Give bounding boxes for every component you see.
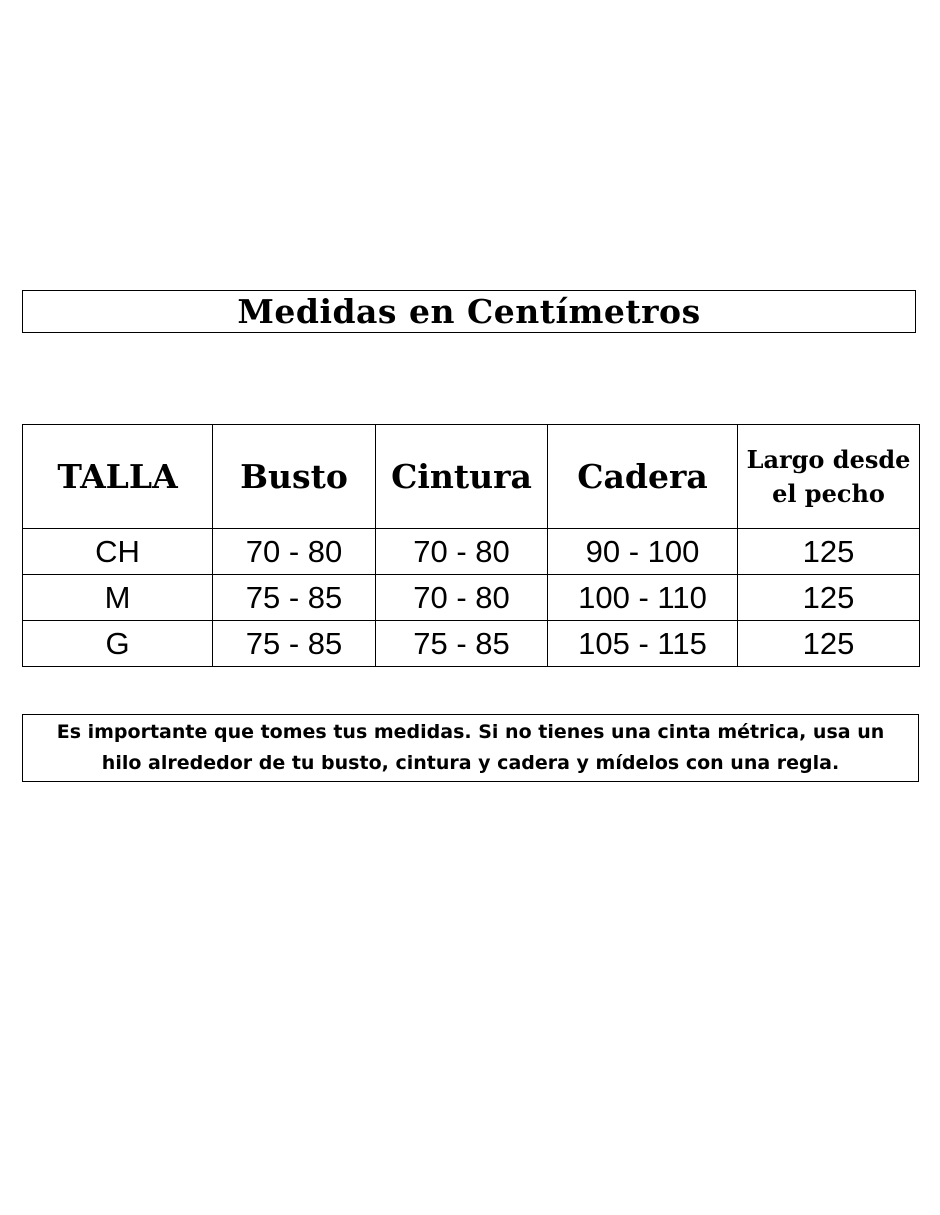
header-largo: Largo desde el pecho	[738, 425, 920, 529]
measurement-note: Es importante que tomes tus medidas. Si no tienes una cinta métrica, usa un hilo alrededor de tu busto, cintura y cadera y mídelos con una regla.	[56, 721, 885, 774]
cell-largo: 125	[738, 575, 920, 621]
table-row	[23, 621, 920, 667]
title-box	[22, 290, 916, 333]
cell-talla: CH	[23, 529, 213, 575]
cell-largo: 125	[738, 621, 920, 667]
table-row	[23, 575, 920, 621]
note-box	[22, 714, 919, 782]
header-busto: Busto	[213, 425, 376, 529]
header-talla: TALLA	[23, 425, 213, 529]
header-cintura: Cintura	[376, 425, 548, 529]
cell-busto: 70 - 80	[213, 529, 376, 575]
cell-talla: G	[23, 621, 213, 667]
table-header-row	[23, 425, 920, 529]
cell-cintura: 70 - 80	[376, 529, 548, 575]
table-row	[23, 529, 920, 575]
cell-busto: 75 - 85	[213, 575, 376, 621]
cell-cintura: 75 - 85	[376, 621, 548, 667]
cell-cintura: 70 - 80	[376, 575, 548, 621]
page-title: Medidas en Centímetros	[237, 292, 701, 331]
cell-largo: 125	[738, 529, 920, 575]
cell-busto: 75 - 85	[213, 621, 376, 667]
header-cadera: Cadera	[548, 425, 738, 529]
cell-cadera: 90 - 100	[548, 529, 738, 575]
size-table	[22, 424, 920, 667]
cell-cadera: 105 - 115	[548, 621, 738, 667]
cell-cadera: 100 - 110	[548, 575, 738, 621]
cell-talla: M	[23, 575, 213, 621]
